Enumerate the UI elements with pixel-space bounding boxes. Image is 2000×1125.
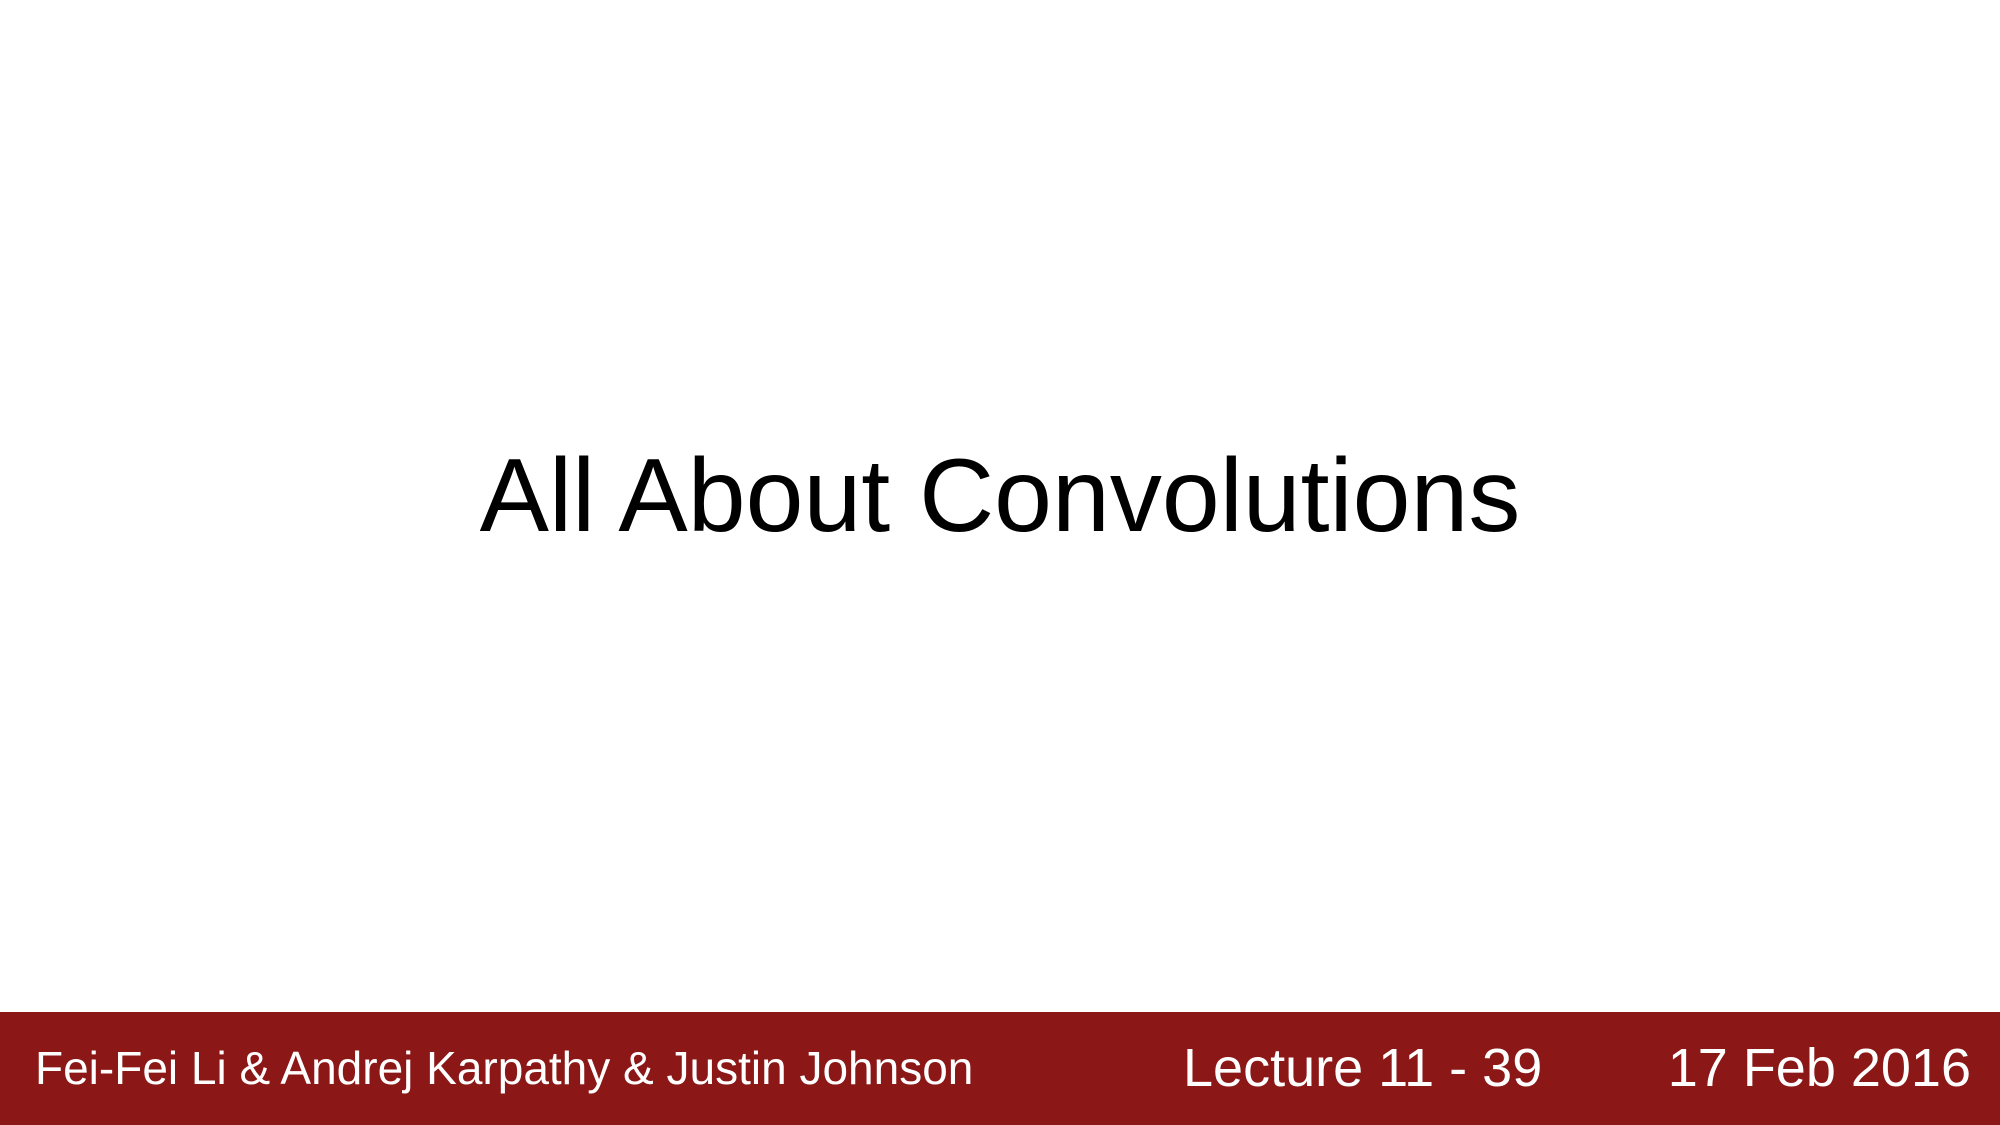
footer-lecture-number: Lecture 11 - 39: [1183, 1038, 1543, 1098]
footer-authors: Fei-Fei Li & Andrej Karpathy & Justin Johnson: [35, 1042, 974, 1094]
slide-title: All About Convolutions: [479, 438, 1521, 554]
footer-bar: [0, 1012, 2000, 1125]
footer-date: 17 Feb 2016: [1667, 1038, 1971, 1098]
